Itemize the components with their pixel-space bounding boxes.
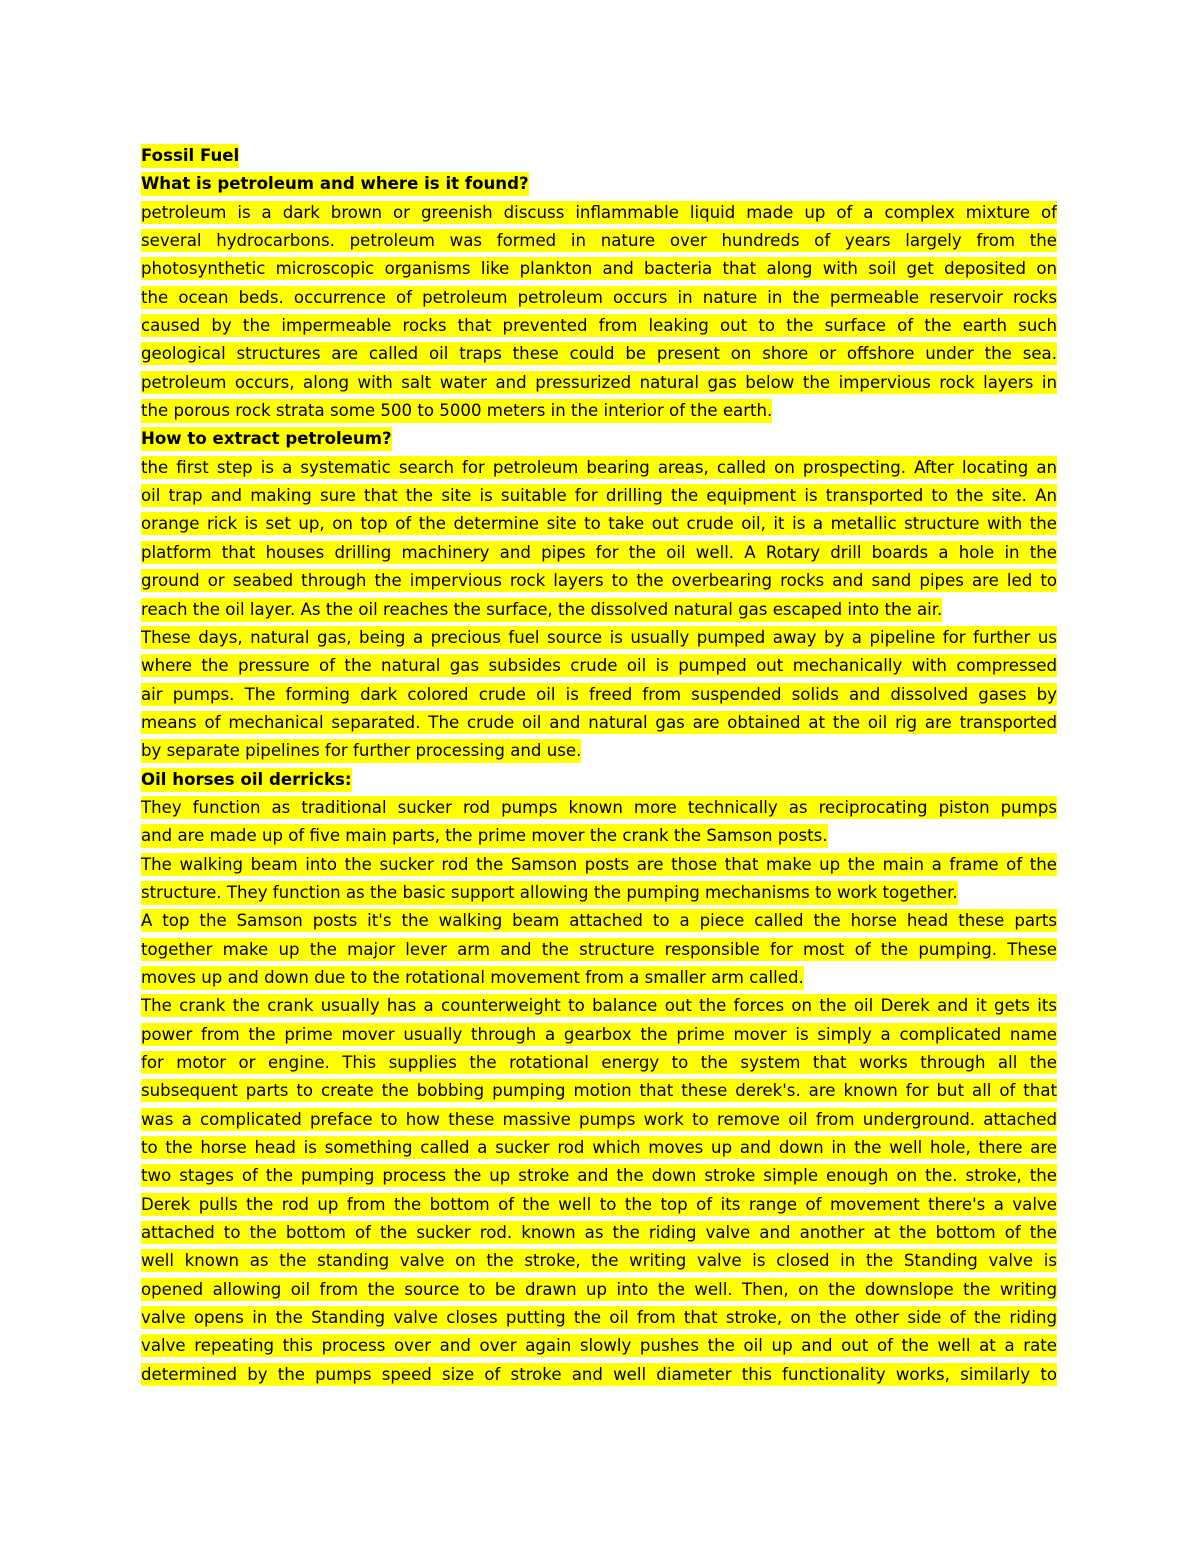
paragraph-text: ground or seabed through the impervious rock layers to the overbearing rocks and sand pipes are led to	[141, 571, 1057, 591]
paragraph-text: The crank the crank usually has a counterweight to balance out the forces on the oil Derek and it gets its	[141, 996, 1057, 1016]
paragraph-text: was a complicated preface to how these massive pumps work to remove oil from underground. attached	[141, 1109, 1057, 1129]
paragraph-text: They function as traditional sucker rod pumps known more technically as reciprocating piston pumps	[141, 797, 1057, 817]
paragraph-line	[141, 1219, 1057, 1247]
paragraph-line	[141, 596, 1057, 624]
paragraph-text: platform that houses drilling machinery and pipes for the oil well. A Rotary drill boards a hole in the	[141, 542, 1057, 562]
section-heading-line	[141, 425, 1057, 453]
paragraph-line	[141, 369, 1057, 397]
paragraph-line	[141, 1361, 1057, 1389]
paragraph-text: determined by the pumps speed size of stroke and well diameter this functionality works, similarly to	[141, 1364, 1057, 1384]
page-content	[141, 142, 1057, 1389]
paragraph-text: photosynthetic microscopic organisms like plankton and bacteria that along with soil get deposited on	[141, 259, 1057, 279]
paragraph-line	[141, 709, 1057, 737]
paragraph-text: two stages of the pumping process the up stroke and the down stroke simple enough on the. stroke, the	[141, 1166, 1057, 1186]
paragraph-line	[141, 851, 1057, 879]
paragraph-text: by separate pipelines for further processing and use.	[141, 739, 581, 763]
paragraph-line	[141, 624, 1057, 652]
paragraph-line	[141, 227, 1057, 255]
paragraph-text: together make up the major lever arm and the structure responsible for most of the pumping. These	[141, 939, 1057, 959]
paragraph-text: moves up and down due to the rotational movement from a smaller arm called.	[141, 966, 804, 990]
paragraph-text: geological structures are called oil traps these could be present on shore or offshore under the sea.	[141, 344, 1057, 364]
paragraph-line	[141, 907, 1057, 935]
paragraph-line	[141, 1276, 1057, 1304]
paragraph-text: where the pressure of the natural gas subsides crude oil is pumped out mechanically with compressed	[141, 656, 1057, 676]
section-heading: What is petroleum and where is it found?	[141, 172, 529, 196]
paragraph-line	[141, 482, 1057, 510]
paragraph-line	[141, 312, 1057, 340]
paragraph-line	[141, 340, 1057, 368]
paragraph-line	[141, 1049, 1057, 1077]
paragraph-line	[141, 1191, 1057, 1219]
paragraph-line	[141, 1021, 1057, 1049]
paragraph-line	[141, 737, 1057, 765]
paragraph-line	[141, 1247, 1057, 1275]
paragraph-text: and are made up of five main parts, the prime mover the crank the Samson posts.	[141, 824, 828, 848]
paragraph-line	[141, 1106, 1057, 1134]
paragraph-line	[141, 822, 1057, 850]
paragraph-text: means of mechanical separated. The crude oil and natural gas are obtained at the oil rig are transported	[141, 712, 1057, 732]
paragraph-line	[141, 964, 1057, 992]
paragraph-line	[141, 1162, 1057, 1190]
paragraph-text: the ocean beds. occurrence of petroleum petroleum occurs in nature in the permeable reservoir rocks	[141, 287, 1057, 307]
paragraph-text: petroleum is a dark brown or greenish discuss inflammable liquid made up of a complex mixture of	[141, 202, 1057, 222]
paragraph-text: to the horse head is something called a sucker rod which moves up and down in the well hole, there are	[141, 1138, 1057, 1158]
paragraph-text: caused by the impermeable rocks that prevented from leaking out to the surface of the earth such	[141, 316, 1057, 336]
paragraph-text: petroleum occurs, along with salt water and pressurized natural gas below the impervious rock layers in	[141, 372, 1057, 392]
paragraph-line	[141, 1077, 1057, 1105]
document-body	[141, 170, 1057, 1389]
paragraph-text: power from the prime mover usually through a gearbox the prime mover is simply a complicated name	[141, 1024, 1057, 1044]
paragraph-text: well known as the standing valve on the stroke, the writing valve is closed in the Standing valve is	[141, 1251, 1057, 1271]
section-heading-line	[141, 170, 1057, 198]
paragraph-text: oil trap and making sure that the site is suitable for drilling the equipment is transported to the site. An	[141, 486, 1057, 506]
paragraph-text: structure. They function as the basic support allowing the pumping mechanisms to work together.	[141, 881, 958, 905]
paragraph-line	[141, 652, 1057, 680]
paragraph-line	[141, 794, 1057, 822]
paragraph-line	[141, 681, 1057, 709]
document-title: Fossil Fuel	[141, 144, 239, 168]
paragraph-line	[141, 539, 1057, 567]
paragraph-text: valve opens in the Standing valve closes putting the oil from that stroke, on the other side of the riding	[141, 1308, 1057, 1328]
paragraph-line	[141, 1332, 1057, 1360]
paragraph-line	[141, 567, 1057, 595]
paragraph-line	[141, 879, 1057, 907]
paragraph-line	[141, 397, 1057, 425]
paragraph-text: air pumps. The forming dark colored crude oil is freed from suspended solids and dissolved gases by	[141, 684, 1057, 704]
paragraph-line	[141, 936, 1057, 964]
paragraph-text: A top the Samson posts it's the walking beam attached to a piece called the horse head these parts	[141, 911, 1057, 931]
paragraph-text: several hydrocarbons. petroleum was formed in nature over hundreds of years largely from the	[141, 231, 1057, 251]
paragraph-text: reach the oil layer. As the oil reaches the surface, the dissolved natural gas escaped into the air.	[141, 598, 942, 622]
paragraph-text: The walking beam into the sucker rod the Samson posts are those that make up the main a frame of the	[141, 854, 1057, 874]
paragraph-line	[141, 454, 1057, 482]
paragraph-text: valve repeating this process over and over again slowly pushes the oil up and out of the well at a rate	[141, 1336, 1057, 1356]
paragraph-line	[141, 1134, 1057, 1162]
paragraph-text: the porous rock strata some 500 to 5000 meters in the interior of the earth.	[141, 399, 772, 423]
paragraph-line	[141, 199, 1057, 227]
paragraph-text: orange rick is set up, on top of the determine site to take out crude oil, it is a metallic structure with the	[141, 514, 1057, 534]
paragraph-text: attached to the bottom of the sucker rod. known as the riding valve and another at the bottom of the	[141, 1223, 1057, 1243]
section-heading: How to extract petroleum?	[141, 427, 392, 451]
paragraph-line	[141, 1304, 1057, 1332]
section-heading-line	[141, 766, 1057, 794]
section-heading: Oil horses oil derricks:	[141, 768, 352, 792]
document-title-line	[141, 142, 1057, 170]
paragraph-text: the first step is a systematic search for petroleum bearing areas, called on prospecting. After locating an	[141, 457, 1057, 477]
paragraph-line	[141, 255, 1057, 283]
paragraph-text: Derek pulls the rod up from the bottom of the well to the top of its range of movement there's a valve	[141, 1194, 1057, 1214]
paragraph-line	[141, 284, 1057, 312]
paragraph-text: opened allowing oil from the source to be drawn up into the well. Then, on the downslope the writing	[141, 1279, 1057, 1299]
paragraph-line	[141, 510, 1057, 538]
paragraph-text: for motor or engine. This supplies the rotational energy to the system that works through all the	[141, 1053, 1057, 1072]
paragraph-line	[141, 992, 1057, 1020]
paragraph-text: subsequent parts to create the bobbing pumping motion that these derek's. are known for but all of that	[141, 1081, 1057, 1101]
paragraph-text: These days, natural gas, being a precious fuel source is usually pumped away by a pipeline for further us	[141, 627, 1057, 647]
